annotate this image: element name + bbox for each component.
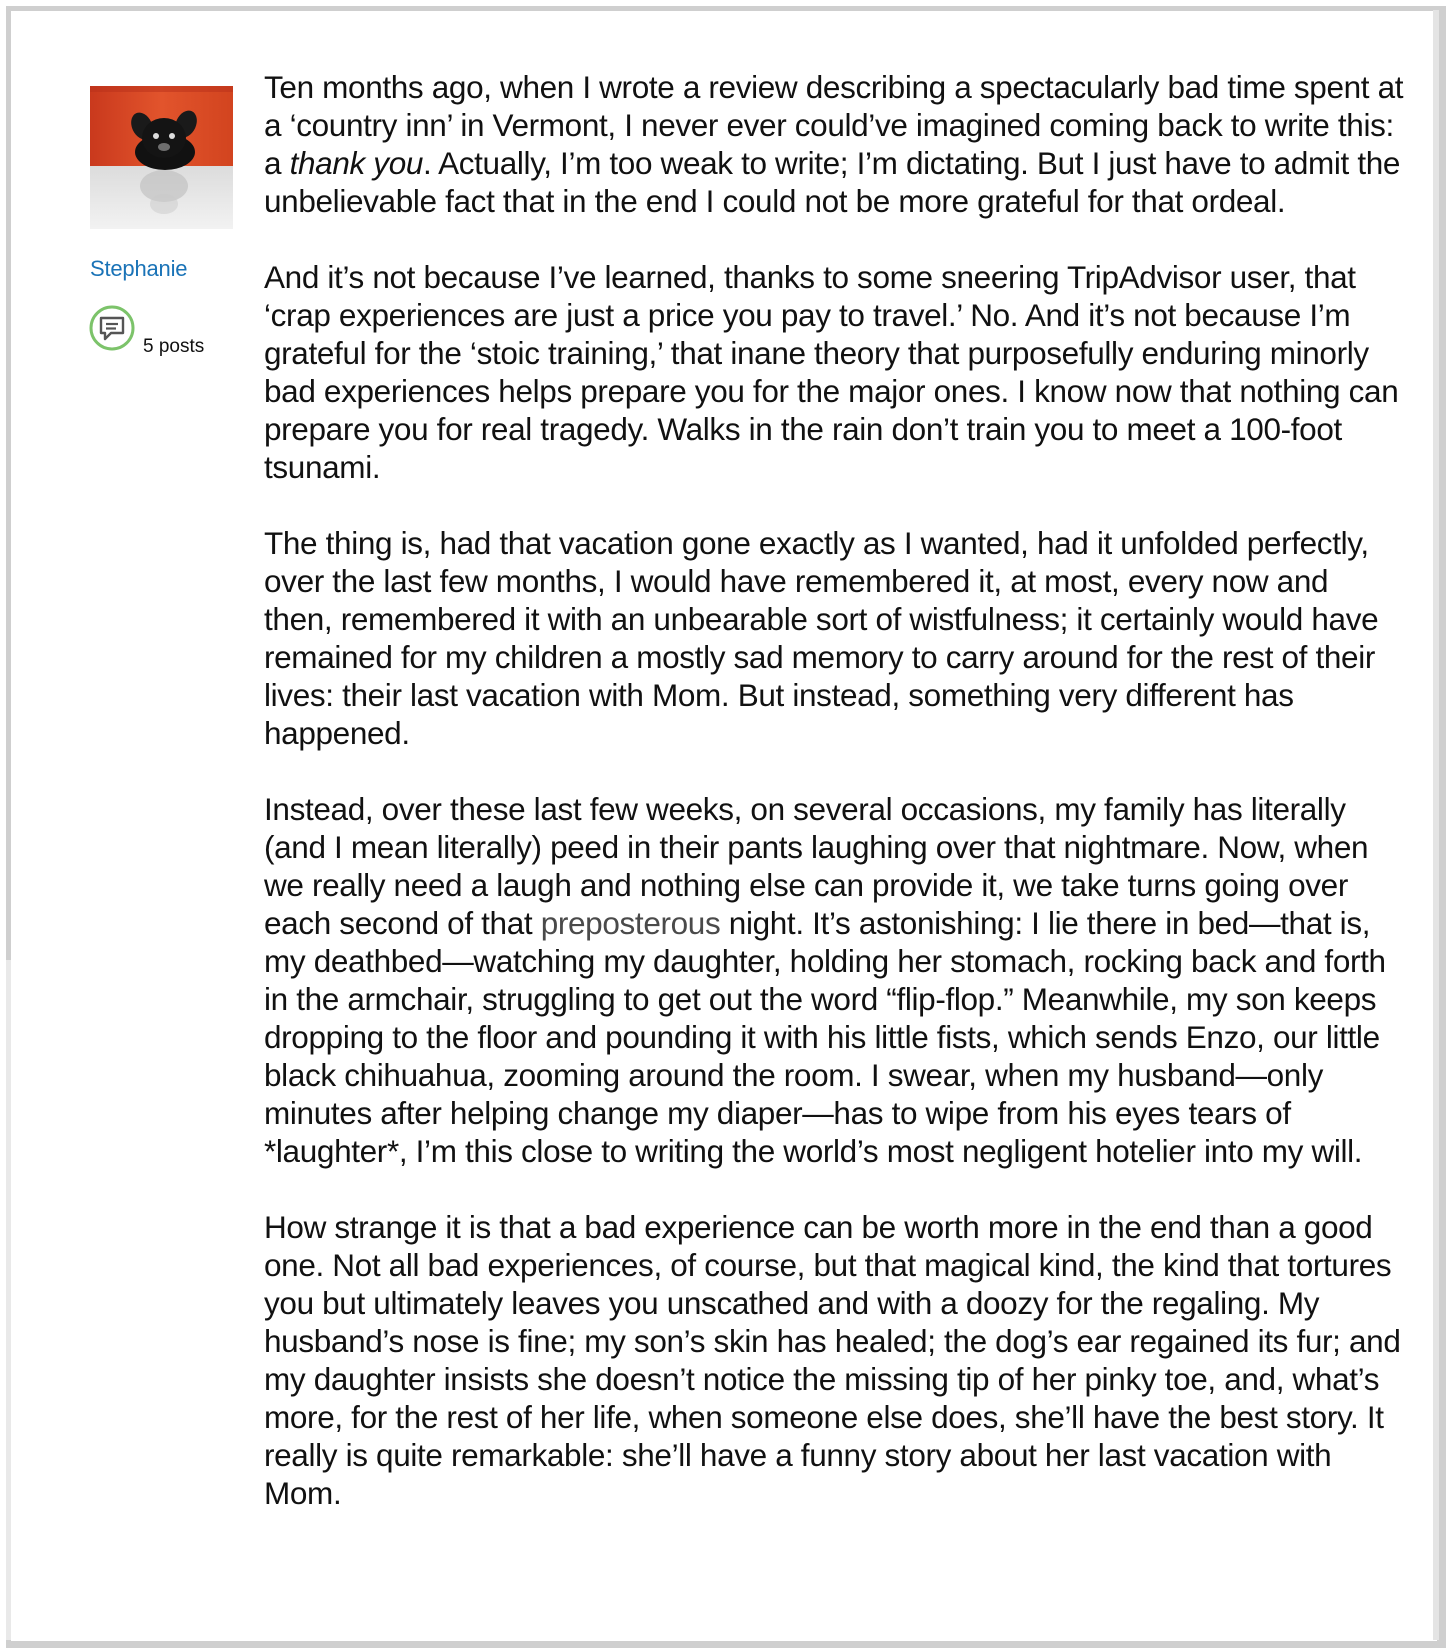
frame-shadow [1433, 10, 1439, 1640]
posts-count: 5 posts [143, 336, 205, 357]
emphasis-text: thank you [289, 145, 424, 181]
highlighted-word: preposterous [540, 905, 721, 941]
review-paragraph-2: And it’s not because I’ve learned, thanks to some sneering TripAdvisor user, that ‘crap experiences are just a price you pay to travel.’ No. And it’s not because I’m grateful for the ‘stoic training,’ that inane theory that purposefully enduring minorly bad experiences helps prepare you for the major ones. I know now that nothing can prepare you for real tragedy. Walks in the rain don’t train you to meet a 100-foot tsunami. [264, 259, 1399, 485]
frame-left-edge [6, 960, 11, 1640]
dog-photo-icon [90, 86, 233, 229]
review-paragraph-1: Ten months ago, when I wrote a review describing a spectacularly bad time spent at a ‘country inn’ in Vermont, I never ever could’ve imagined coming back to write this: a thank you. Actually, I’m too weak to write; I’m dictating. But I just have to admit the unbelievable fact that in the end I could not be more grateful for that ordeal. [264, 69, 1404, 219]
review-paragraph-5: How strange it is that a bad experience can be worth more in the end than a good one. Not all bad experiences, of course, but that magical kind, the kind that tortures you but ultimately leaves you unscathed and with a doozy for the regaling. My husband’s nose is fine; my son’s skin has healed; the dog’s ear regained its fur; and my daughter insists she doesn’t notice the missing tip of her pinky toe, and, what’s more, for the rest of her life, when someone else does, she’ll have the best story. It really is quite remarkable: she’ll have a funny story about her last vacation with Mom. [264, 1209, 1401, 1511]
username-link[interactable]: Stephanie [90, 256, 188, 281]
review-paragraph-4: Instead, over these last few weeks, on several occasions, my family has literally (and I mean literally) peed in their pants laughing over that nightmare. Now, when we really need a laugh and nothing else can provide it, we take turns going over each second of that preposterous night. It’s astonishing: I lie there in bed—that is, my deathbed—watching my daughter, holding her stomach, rocking back and forth in the armchair, struggling to get out the word “flip-flop.” Meanwhile, my son keeps dropping to the floor and pounding it with his little fists, which sends Enzo, our little black chihuahua, zooming around the room. I swear, when my husband—only minutes after helping change my diaper—has to wipe from his eyes tears of *laughter*, I’m this close to writing the world’s most negligent hotelier into my will. [264, 791, 1386, 1169]
posts-count-row [88, 304, 228, 357]
review-body [264, 68, 1404, 1512]
avatar[interactable] [90, 86, 233, 229]
speech-bubble-icon [88, 304, 136, 352]
review-paragraph-3: The thing is, had that vacation gone exactly as I wanted, had it unfolded perfectly, over the last few months, I would have remembered it, at most, every now and then, remembered it with an unbearable sort of wistfulness; it certainly would have remained for my children a mostly sad memory to carry around for the rest of their lives: their last vacation with Mom. But instead, something very different has happened. [264, 525, 1379, 751]
